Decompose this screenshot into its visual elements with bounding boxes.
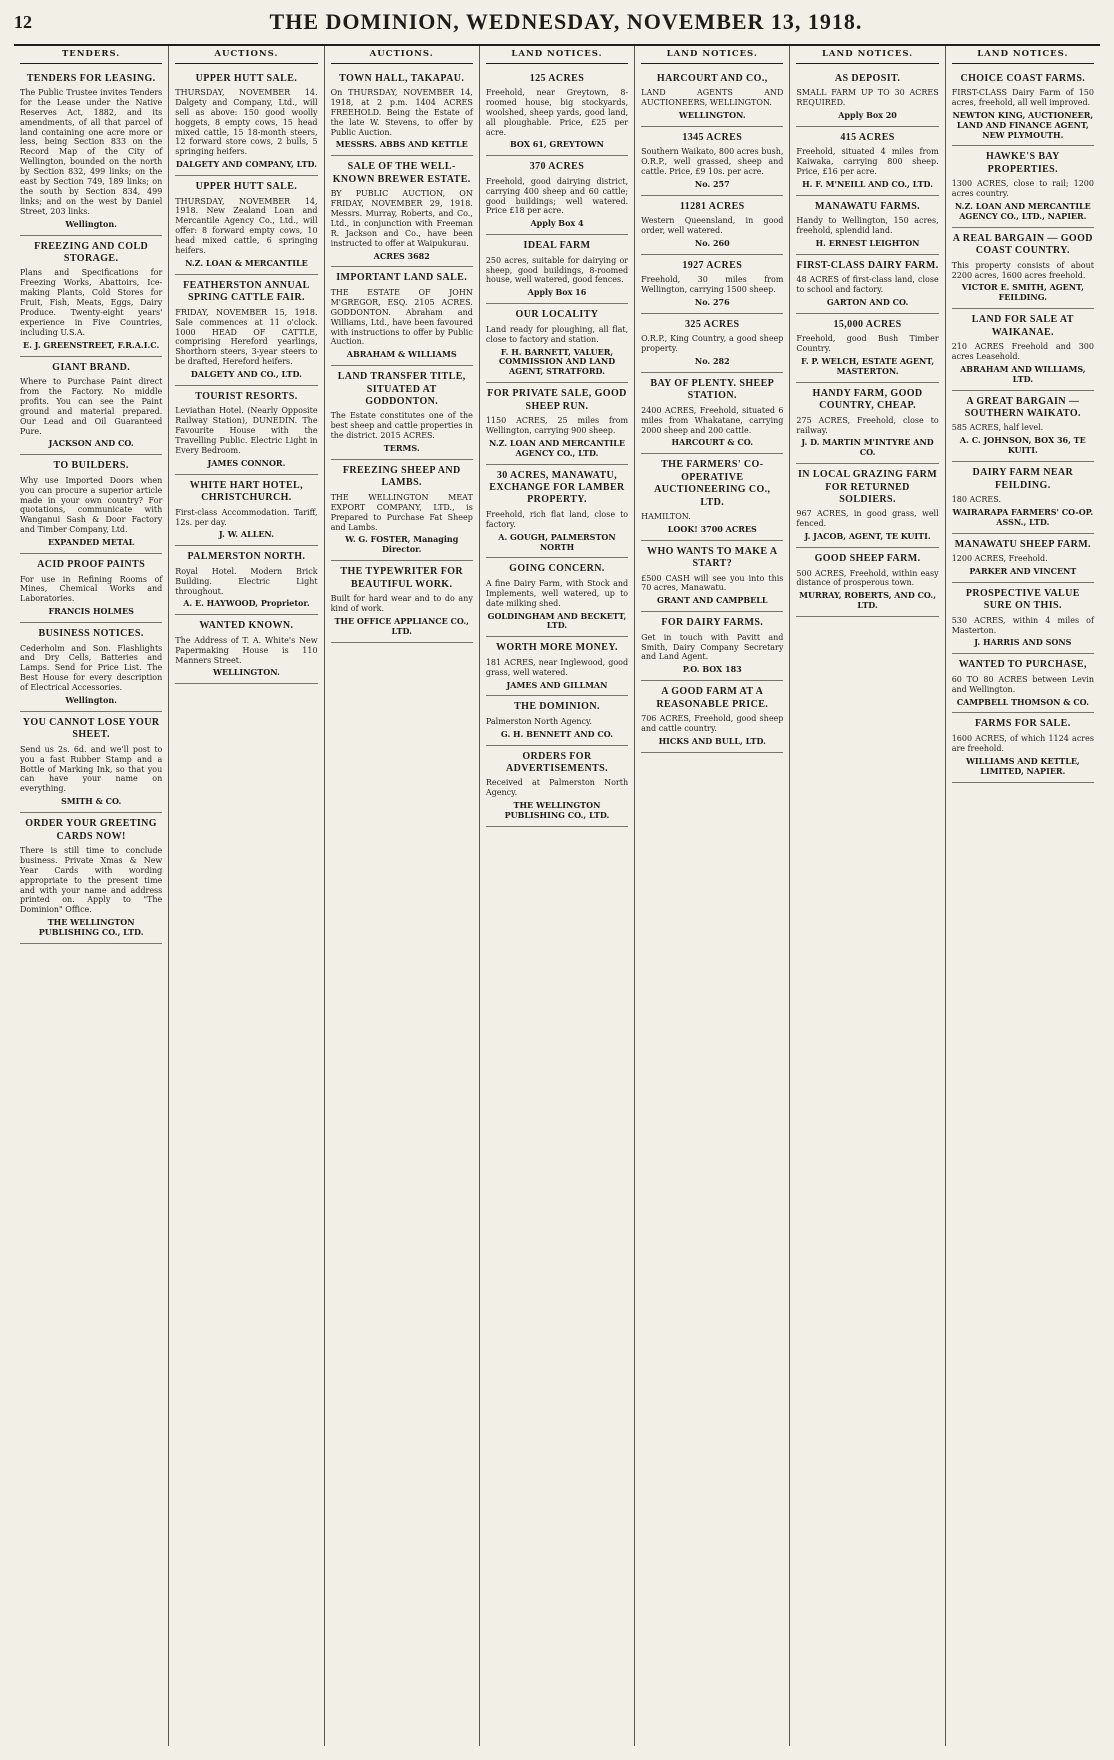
ad-body: Received at Palmerston North Agency. bbox=[485, 778, 629, 798]
ad-title: A GOOD FARM AT A REASONABLE PRICE. bbox=[656, 686, 769, 710]
advertisement bbox=[952, 146, 1094, 227]
ad-signature: WILLIAMS AND KETTLE, LIMITED, NAPIER. bbox=[965, 755, 1080, 776]
advertisement bbox=[952, 309, 1094, 390]
advertisement bbox=[952, 583, 1094, 655]
ad-signature: F. H. BARNETT, VALUER, COMMISSION AND LAND AGENT, STRATFORD. bbox=[498, 346, 616, 377]
advertisement bbox=[952, 534, 1094, 583]
ad-body: THE ESTATE OF JOHN M'GREGOR, ESQ. 2105 ACRES. GODDONTON. Abraham and Williams, Ltd., have been favoured with instructions to offer by Public Auction. bbox=[330, 287, 473, 347]
ad-title: A REAL BARGAIN — GOOD COAST COUNTRY. bbox=[952, 232, 1093, 257]
ad-body: Freehold, situated 4 miles from Kaiwaka, carrying 800 sheep. Price, £16 per acre. bbox=[796, 147, 939, 176]
ad-title: YOU CANNOT LOSE YOUR SHEET. bbox=[22, 716, 160, 741]
ad-title: WANTED KNOWN. bbox=[199, 620, 294, 632]
ad-signature: Apply Box 16 bbox=[527, 287, 587, 298]
ad-body: £500 CASH will see you into this 70 acres, Manawatu. bbox=[641, 573, 784, 593]
advertisement bbox=[796, 464, 938, 548]
ad-signature: Apply Box 4 bbox=[530, 218, 584, 229]
advertisement bbox=[331, 156, 473, 267]
ad-title: FREEZING SHEEP AND LAMBS. bbox=[342, 465, 461, 489]
ad-title: LAND TRANSFER TITLE, SITUATED AT GODDONTON. bbox=[337, 371, 466, 407]
advertisement bbox=[641, 541, 783, 613]
ad-title: ORDER YOUR GREETING CARDS NOW! bbox=[25, 818, 157, 842]
ad-title: BAY OF PLENTY. SHEEP STATION. bbox=[650, 377, 775, 402]
ad-body: Where to Purchase Paint direct from the Factory. No middle profits. You can see the Paint ground and material prepared. Our Lead and Oil Guaranteed Pure. bbox=[20, 377, 163, 436]
advertisement bbox=[486, 235, 628, 304]
ad-title: IN LOCAL GRAZING FARM FOR RETURNED SOLDIERS. bbox=[798, 469, 938, 506]
advertisement bbox=[796, 548, 938, 617]
advertisement bbox=[641, 68, 783, 127]
ad-title: 370 ACRES bbox=[529, 161, 585, 173]
advertisement bbox=[952, 391, 1094, 463]
ad-signature: THE OFFICE APPLIANCE CO., LTD. bbox=[334, 615, 469, 636]
ad-signature: DALGETY AND COMPANY, LTD. bbox=[175, 159, 317, 170]
ad-signature: Wellington. bbox=[65, 695, 117, 706]
ad-signature: N.Z. LOAN AND MERCANTILE AGENCY CO., LTD. bbox=[489, 437, 625, 458]
masthead bbox=[14, 0, 1100, 46]
ad-signature: J. JACOB, AGENT, TE KUITI. bbox=[804, 531, 931, 542]
advertisement bbox=[796, 383, 938, 464]
ad-body: Royal Hotel. Modern Brick Building. Electric Light throughout. bbox=[175, 566, 318, 596]
column-1 bbox=[14, 46, 169, 1746]
ad-body: For use in Refining Rooms of Mines, Chemical Works and Laboratories. bbox=[20, 574, 163, 604]
ad-body: On THURSDAY, NOVEMBER 14, 1918, at 2 p.m. 1404 ACRES FREEHOLD. Being the Estate of the late W. Stevens, to offer by Public Auction. bbox=[330, 87, 473, 137]
advertisement bbox=[486, 558, 628, 637]
advertisement bbox=[641, 373, 783, 454]
ad-body: The Estate constitutes one of the best sheep and cattle properties in the district. 2015 ACRES. bbox=[330, 411, 473, 441]
ad-title: WORTH MORE MONEY. bbox=[496, 642, 618, 654]
ad-body: 250 acres, suitable for dairying or sheep, good buildings, 8-roomed house, well watered, good fences. bbox=[485, 255, 629, 285]
advertisement bbox=[641, 454, 783, 540]
ad-title: AS DEPOSIT. bbox=[834, 72, 901, 84]
advertisement bbox=[486, 746, 628, 827]
ad-title: ACID PROOF PAINTS bbox=[37, 559, 146, 571]
ad-body: FRIDAY, NOVEMBER 15, 1918. Sale commences at 11 o'clock. 1000 HEAD OF CATTLE, comprising Hereford yearlings, Shorthorn steers, 3-year steers to be drafted, Hereford heifers. bbox=[175, 307, 318, 367]
ad-title: HARCOURT AND CO., bbox=[656, 72, 768, 84]
ad-signature: J. W. ALLEN. bbox=[218, 529, 275, 540]
ad-body: THE WELLINGTON MEAT EXPORT COMPANY, LTD., is Prepared to Purchase Fat Sheep and Lambs. bbox=[330, 492, 473, 532]
ad-signature: N.Z. LOAN & MERCANTILE bbox=[185, 258, 308, 268]
ad-title: GOOD SHEEP FARM. bbox=[814, 553, 921, 565]
advertisement bbox=[952, 654, 1094, 713]
column-heading: LAND NOTICES. bbox=[486, 46, 628, 64]
ad-body: LAND AGENTS AND AUCTIONEERS, WELLINGTON. bbox=[641, 87, 784, 107]
ad-title: IDEAL FARM bbox=[523, 240, 591, 252]
ad-title: OUR LOCALITY bbox=[515, 309, 599, 321]
ad-signature: CAMPBELL THOMSON & CO. bbox=[956, 696, 1089, 707]
ad-title: THE TYPEWRITER FOR BEAUTIFUL WORK. bbox=[340, 566, 463, 590]
ad-body: Freehold, 30 miles from Wellington, carrying 1500 sheep. bbox=[641, 275, 784, 295]
column-heading: TENDERS. bbox=[20, 46, 162, 64]
advertisement bbox=[331, 460, 473, 561]
ad-title: A GREAT BARGAIN — SOUTHERN WAIKATO. bbox=[964, 395, 1081, 420]
ad-title: PALMERSTON NORTH. bbox=[187, 551, 306, 563]
ad-body: 60 TO 80 ACRES between Levin and Wellington. bbox=[951, 674, 1094, 694]
newspaper-title: THE DOMINION, WEDNESDAY, NOVEMBER 13, 1918. bbox=[269, 9, 863, 34]
ad-title: GIANT BRAND. bbox=[52, 361, 131, 373]
advertisement bbox=[175, 386, 317, 475]
advertisement bbox=[641, 681, 783, 753]
column-7 bbox=[946, 46, 1100, 1746]
column-heading: LAND NOTICES. bbox=[952, 46, 1094, 64]
ad-body: 967 ACRES, in good grass, well fenced. bbox=[796, 509, 939, 529]
advertisement bbox=[641, 314, 783, 373]
ad-signature: No. 260 bbox=[694, 237, 730, 248]
advertisement bbox=[331, 561, 473, 642]
ad-body: There is still time to conclude business. Private Xmas & New Year Cards with wording appropriate to the present time and with your name and address printed on. Apply to "The Dominion" Office. bbox=[20, 845, 163, 915]
ad-title: LAND FOR SALE AT WAIKANAE. bbox=[971, 314, 1074, 338]
advertisement bbox=[796, 255, 938, 314]
ad-title: FARMS FOR SALE. bbox=[975, 718, 1071, 730]
advertisement bbox=[331, 267, 473, 366]
ad-signature: NEWTON KING, AUCTIONEER, LAND AND FINANCE AGENT, NEW PLYMOUTH. bbox=[952, 109, 1094, 140]
ad-title: 1927 ACRES bbox=[682, 259, 743, 271]
column-6 bbox=[790, 46, 945, 1746]
ad-body: HAMILTON. bbox=[641, 511, 691, 521]
ad-title: MANAWATU SHEEP FARM. bbox=[954, 538, 1091, 550]
ad-body: O.R.P., King Country, a good sheep property. bbox=[641, 334, 784, 354]
advertisement bbox=[641, 255, 783, 314]
ad-title: WANTED TO PURCHASE, bbox=[958, 659, 1087, 671]
ad-body: 585 ACRES, half level. bbox=[951, 423, 1044, 433]
advertisement bbox=[20, 455, 162, 554]
advertisement bbox=[175, 546, 317, 615]
ad-signature: A. GOUGH, PALMERSTON NORTH bbox=[498, 531, 616, 552]
ad-signature: WELLINGTON. bbox=[213, 667, 280, 678]
ad-signature: PARKER AND VINCENT bbox=[969, 565, 1077, 576]
advertisement bbox=[641, 127, 783, 196]
advertisement bbox=[20, 554, 162, 623]
column-heading: LAND NOTICES. bbox=[641, 46, 783, 64]
column-heading: AUCTIONS. bbox=[175, 46, 317, 64]
ad-signature: JAMES AND GILLMAN bbox=[506, 679, 608, 690]
advertisement bbox=[796, 314, 938, 383]
ad-body: Built for hard wear and to do any kind of work. bbox=[330, 594, 473, 613]
ad-signature: GRANT AND CAMPBELL bbox=[656, 595, 768, 606]
column-2 bbox=[169, 46, 324, 1746]
ad-signature: No. 257 bbox=[694, 178, 730, 189]
ad-body: Western Queensland, in good order, well watered. bbox=[641, 216, 784, 235]
ad-title: WHITE HART HOTEL, CHRISTCHURCH. bbox=[189, 479, 304, 504]
advertisement bbox=[796, 127, 938, 196]
ad-signature: FRANCIS HOLMES bbox=[48, 606, 134, 617]
ad-signature: W. G. FOSTER, Managing Director. bbox=[345, 534, 459, 555]
ad-signature: N.Z. LOAN AND MERCANTILE AGENCY CO., LTD., NAPIER. bbox=[954, 201, 1091, 221]
ad-body: BY PUBLIC AUCTION, ON FRIDAY, NOVEMBER 29, 1918. Messrs. Murray, Roberts, and Co., Ltd., in conjunction with Freeman R. Jackson and Co., have been instructed to offer at Waipukurau. bbox=[330, 189, 473, 248]
ad-title: FIRST-CLASS DAIRY FARM. bbox=[796, 259, 939, 271]
advertisement bbox=[20, 68, 162, 236]
ad-body: 1600 ACRES, of which 1124 acres are freehold. bbox=[951, 733, 1094, 753]
ad-signature: J. D. MARTIN M'INTYRE AND CO. bbox=[801, 437, 934, 458]
advertisement bbox=[486, 68, 628, 157]
ad-signature: THE WELLINGTON PUBLISHING CO., LTD. bbox=[38, 917, 144, 938]
advertisement bbox=[952, 68, 1094, 147]
ad-body: 530 ACRES, within 4 miles of Masterton. bbox=[951, 615, 1094, 635]
advertisement bbox=[486, 383, 628, 464]
ad-signature: G. H. BENNETT AND CO. bbox=[500, 728, 614, 739]
column-4 bbox=[480, 46, 635, 1746]
ad-body: 1150 ACRES, 25 miles from Wellington, carrying 900 sheep. bbox=[485, 416, 629, 435]
ad-signature: DALGETY AND CO., LTD. bbox=[190, 369, 302, 380]
ad-body: 180 ACRES. bbox=[951, 494, 1001, 504]
page-number: 12 bbox=[14, 11, 32, 32]
ad-title: TENDERS FOR LEASING. bbox=[26, 72, 156, 84]
ad-title: MANAWATU FARMS. bbox=[815, 200, 921, 212]
ad-body: Freehold, good Bush Timber Country. bbox=[796, 334, 939, 354]
ad-signature: MESSRS. ABBS AND KETTLE bbox=[335, 139, 468, 150]
ad-signature: No. 276 bbox=[694, 296, 730, 307]
ad-signature: HICKS AND BULL, LTD. bbox=[658, 735, 766, 746]
ad-signature: WAIRARAPA FARMERS' CO-OP. ASSN., LTD. bbox=[952, 506, 1094, 527]
ad-body: SMALL FARM UP TO 30 ACRES REQUIRED. bbox=[796, 87, 939, 107]
ad-title: FOR PRIVATE SALE, GOOD SHEEP RUN. bbox=[487, 388, 627, 412]
ad-signature: BOX 61, GREYTOWN bbox=[510, 139, 604, 150]
ad-title: HANDY FARM, GOOD COUNTRY, CHEAP. bbox=[812, 387, 923, 412]
ad-body: 1200 ACRES, Freehold. bbox=[951, 554, 1048, 564]
ad-title: DAIRY FARM NEAR FEILDING. bbox=[972, 467, 1074, 491]
advertisement bbox=[796, 196, 938, 255]
ad-signature: A. C. JOHNSON, BOX 36, TE KUITI. bbox=[959, 435, 1086, 456]
ad-body: Why use Imported Doors when you can procure a superior article made in your own country? For quotations, communicate with Wanganui Sash & Door Factory and Timber Company, Ltd. bbox=[20, 475, 163, 535]
advertisement bbox=[175, 475, 317, 547]
advertisement bbox=[20, 623, 162, 712]
ad-body: The Public Trustee invites Tenders for the Lease under the Native Reserves Act, 1882, and its amendments, of all that parcel of land containing one acre more or less, being Section 833 on the Record Map of the City of Wellington, bounded on the north by Section 832, 499 links; on the east by Section 749, 189 links; on the south by Section 834, 499 links; and on the west by Daniel Street, 203 links. bbox=[20, 87, 163, 216]
ad-title: BUSINESS NOTICES. bbox=[38, 628, 144, 640]
ad-signature: ABRAHAM AND WILLIAMS, LTD. bbox=[960, 363, 1086, 384]
advertisement bbox=[486, 637, 628, 696]
ad-signature: Wellington. bbox=[65, 218, 117, 229]
ad-title: THE DOMINION. bbox=[514, 701, 600, 713]
advertisement bbox=[486, 465, 628, 559]
ad-title: TOWN HALL, TAKAPAU. bbox=[339, 72, 465, 84]
advertisement bbox=[175, 275, 317, 386]
ad-signature: H. F. M'NEILL AND CO., LTD. bbox=[802, 178, 933, 189]
ad-signature: LOOK! 3700 ACRES bbox=[667, 523, 757, 534]
ad-title: PROSPECTIVE VALUE SURE ON THIS. bbox=[965, 587, 1080, 612]
ad-title: UPPER HUTT SALE. bbox=[195, 72, 298, 84]
ad-title: 325 ACRES bbox=[685, 318, 740, 330]
ad-signature: A. E. HAYWOOD, Proprietor. bbox=[183, 598, 310, 609]
ad-body: Southern Waikato, 800 acres bush, O.R.P., well grassed, sheep and cattle. Price, £9 10s. per acre. bbox=[641, 147, 784, 176]
advertisement bbox=[175, 68, 317, 177]
ad-body: 1300 ACRES, close to rail; 1200 acres country. bbox=[951, 179, 1094, 199]
ad-body: The Address of T. A. White's New Papermaking House is 110 Manners Street. bbox=[175, 635, 318, 665]
ad-signature: GARTON AND CO. bbox=[826, 296, 909, 307]
advertisement bbox=[175, 176, 317, 275]
ad-signature: F. P. WELCH, ESTATE AGENT, MASTERTON. bbox=[800, 356, 935, 376]
advertisement bbox=[641, 196, 783, 255]
ad-body: Leviathan Hotel. (Nearly Opposite Railway Station), DUNEDIN. The Favourite House with the Travelling Public. Electric Light in Every Bedroom. bbox=[175, 406, 318, 456]
ad-title: CHOICE COAST FARMS. bbox=[960, 72, 1086, 84]
advertisement bbox=[952, 462, 1094, 534]
ad-body: Land ready for ploughing, all flat, close to factory and station. bbox=[485, 324, 629, 344]
ad-signature: ACRES 3682 bbox=[373, 250, 430, 261]
advertisement bbox=[796, 68, 938, 127]
ad-body: This property consists of about 2200 acres, 1600 acres freehold. bbox=[951, 260, 1094, 280]
ad-body: 275 ACRES, Freehold, close to railway. bbox=[796, 415, 939, 435]
column-heading: AUCTIONS. bbox=[331, 46, 473, 64]
ad-body: 706 ACRES, Freehold, good sheep and cattle country. bbox=[641, 714, 784, 733]
advertisement bbox=[175, 615, 317, 684]
ad-body: Handy to Wellington, 150 acres, freehold, splendid land. bbox=[796, 216, 939, 235]
ad-body: Freehold, rich flat land, close to factory. bbox=[485, 509, 629, 529]
advertisement bbox=[486, 696, 628, 745]
ad-signature: Apply Box 20 bbox=[838, 109, 897, 120]
column-heading: LAND NOTICES. bbox=[796, 46, 938, 64]
ad-signature: HARCOURT & CO. bbox=[671, 437, 754, 448]
columns bbox=[14, 46, 1100, 1746]
ad-body: Send us 2s. 6d. and we'll post to you a fast Rubber Stamp and a Bottle of Marking Ink, so that you can have your name on everything. bbox=[20, 744, 163, 794]
ad-body: THURSDAY, NOVEMBER 14, 1918. New Zealand Loan and Mercantile Agency Co., Ltd., will offer: 8 forward empty cows, 10 head mixed cattle, 6 springing heifers. bbox=[175, 196, 318, 256]
ad-signature: TERMS. bbox=[383, 443, 420, 454]
ad-signature: WELLINGTON. bbox=[678, 109, 746, 120]
ad-body: THURSDAY, NOVEMBER 14. Dalgety and Company, Ltd., will sell as above: 150 good woolly hoggets, 8 empty cows, 15 head mixed cattle, 15 18-month steers, 12 forward store cows, 2 bulls, 5 springing heifers. bbox=[175, 87, 318, 157]
ad-title: SALE OF THE WELL-KNOWN BREWER ESTATE. bbox=[332, 161, 471, 185]
ad-title: 125 ACRES bbox=[529, 72, 585, 84]
advertisement bbox=[952, 228, 1094, 309]
ad-title: FOR DAIRY FARMS. bbox=[661, 617, 764, 629]
advertisement bbox=[20, 813, 162, 944]
ad-title: THE FARMERS' CO-OPERATIVE AUCTIONEERING CO., LTD. bbox=[654, 459, 771, 508]
ad-signature: SMITH & CO. bbox=[60, 796, 122, 807]
ad-title: TO BUILDERS. bbox=[53, 460, 129, 472]
ad-title: FEATHERSTON ANNUAL SPRING CATTLE FAIR. bbox=[183, 279, 310, 304]
ad-title: UPPER HUTT SALE. bbox=[195, 181, 298, 193]
ad-signature: H. ERNEST LEIGHTON bbox=[815, 237, 920, 248]
ad-signature: THE WELLINGTON PUBLISHING CO., LTD. bbox=[504, 800, 610, 821]
ad-body: A fine Dairy Farm, with Stock and Implements, well watered, up to date milking shed. bbox=[485, 578, 629, 608]
ad-title: 415 ACRES bbox=[840, 131, 895, 143]
ad-title: TOURIST RESORTS. bbox=[195, 391, 298, 403]
ad-signature: P.O. BOX 183 bbox=[682, 664, 742, 675]
ad-signature: JAMES CONNOR. bbox=[207, 457, 286, 468]
ad-body: 181 ACRES, near Inglewood, good grass, well watered. bbox=[485, 657, 629, 677]
ad-body: FIRST-CLASS Dairy Farm of 150 acres, freehold, all well improved. bbox=[951, 87, 1094, 107]
advertisement bbox=[952, 713, 1094, 782]
advertisement bbox=[331, 68, 473, 157]
ad-signature: ABRAHAM & WILLIAMS bbox=[346, 349, 457, 360]
ad-title: 1345 ACRES bbox=[682, 131, 743, 143]
ad-title: HAWKE'S BAY PROPERTIES. bbox=[985, 151, 1060, 175]
ad-body: Get in touch with Pavitt and Smith, Dairy Company Secretary and Land Agent. bbox=[641, 632, 784, 662]
ad-title: 30 ACRES, MANAWATU, EXCHANGE FOR LAMBER PROPERTY. bbox=[489, 469, 625, 506]
ad-title: FREEZING AND COLD STORAGE. bbox=[34, 240, 149, 264]
ad-body: 210 ACRES Freehold and 300 acres Leasehold. bbox=[951, 342, 1094, 361]
advertisement bbox=[20, 236, 162, 357]
ad-body: 2400 ACRES, Freehold, situated 6 miles from Whakatane, carrying 2000 sheep and 200 cattle. bbox=[641, 405, 784, 435]
advertisement bbox=[20, 357, 162, 456]
ad-body: Palmerston North Agency. bbox=[485, 716, 592, 726]
ad-signature: MURRAY, ROBERTS, AND CO., LTD. bbox=[799, 590, 936, 611]
column-5 bbox=[635, 46, 790, 1746]
ad-body: Freehold, good dairying district, carrying 400 sheep and 60 cattle; good buildings; well watered. Price £18 per acre. bbox=[485, 176, 629, 216]
advertisement bbox=[486, 304, 628, 383]
ad-signature: JACKSON AND CO. bbox=[48, 438, 134, 449]
ad-body: Cederholm and Son. Flashlights and Dry Cells, Batteries and Lamps. Send for Price List. The Best House for every description of Electrical Accessories. bbox=[20, 643, 163, 693]
column-3 bbox=[325, 46, 480, 1746]
ad-title: IMPORTANT LAND SALE. bbox=[336, 272, 468, 284]
advertisement bbox=[486, 156, 628, 235]
ad-title: WHO WANTS TO MAKE A START? bbox=[647, 545, 778, 570]
ad-signature: VICTOR E. SMITH, AGENT, FEILDING. bbox=[961, 282, 1084, 303]
ad-signature: E. J. GREENSTREET, F.R.A.I.C. bbox=[23, 339, 160, 350]
ad-body: Plans and Specifications for Freezing Works, Abattoirs, Ice-making Plants, Cold Stores for Fruit, Fish, Meats, Eggs, Dairy Produce. Twenty-eight years' experience in Five Countries, including U.S.A. bbox=[20, 268, 163, 337]
advertisement bbox=[641, 612, 783, 681]
ad-title: 11281 ACRES bbox=[679, 200, 745, 212]
ad-body: 48 ACRES of first-class land, close to school and factory. bbox=[796, 275, 939, 295]
ad-body: 500 ACRES, Freehold, within easy distance of prosperous town. bbox=[796, 568, 939, 588]
advertisement bbox=[331, 366, 473, 460]
ad-body: First-class Accommodation. Tariff, 12s. per day. bbox=[175, 507, 318, 527]
advertisement bbox=[20, 712, 162, 813]
ad-title: 15,000 ACRES bbox=[833, 318, 902, 330]
ad-title: ORDERS FOR ADVERTISEMENTS. bbox=[505, 750, 609, 775]
ad-signature: J. HARRIS AND SONS bbox=[974, 637, 1072, 648]
ad-title: GOING CONCERN. bbox=[509, 563, 605, 575]
ad-signature: EXPANDED METAL bbox=[47, 537, 135, 548]
ad-signature: No. 282 bbox=[694, 356, 730, 367]
ad-body: Freehold, near Greytown, 8-roomed house, big stockyards, woolshed, sheep yards, good land, all ploughable. Price, £25 per acre. bbox=[485, 87, 629, 137]
ad-signature: GOLDINGHAM AND BECKETT, LTD. bbox=[487, 610, 627, 631]
